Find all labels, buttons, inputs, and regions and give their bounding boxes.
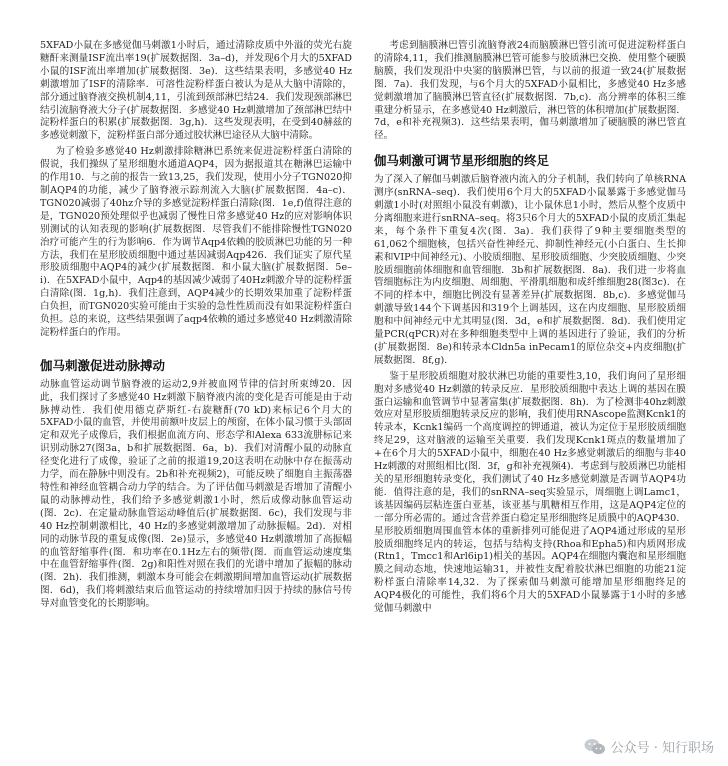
left-column (40, 40, 352, 614)
right-column (374, 40, 686, 619)
watermark-text: 公众号 · 知行职场 (610, 741, 714, 756)
paragraph: 动脉血管运动调节脑脊液的运动2,9并被血网节律的信封所束缚20．因此，我们探讨了多感觉40 Hz刺激下脑脊液内流的变化是否可能是由于动脉搏动性．我们使用德克萨斯红-右旋糖酐(70 kD)来标记6个月大的5XFAD小鼠的血管，并使用前额叶皮层上的颅窗，在体小鼠习惯于头部固定和双光子成像后，我们根据血流方向、形态学和Alexa 633流肼标记来识别动脉27(图3a，b和扩展数据图．6a，b)．我们对清醒小鼠的动脉直径变化进行了成像，验证了之前的报道19,20这表明在动脉中存在振荡动力学，而在静脉中则没有。2b和补充视频2)，可能反映了细胞自主振荡器特性和神经血管耦合动力学的结合。为了评估伽马刺激是否增加了清醒小鼠的动脉搏动性，我们给予多感觉刺激1小时，然后成像动脉血管运动(图．2c)．在定量动脉血管运动峰值后(扩展数据图．6c)，我们发现与非40 Hz控制刺激相比，40 Hz的多感觉刺激增加了动脉振幅。2d)．对相同的动脉节段的重复成像(图．2e)显示，多感觉40 Hz刺激增加了高振幅的血管舒缩事件(图．和功率在0.1Hz左右的频带(图．而血管运动速度集中在血管舒缩事件(图．2g)和阳性对照在我们的光谱中增加了振幅的脉动(图．2h)．我们推测，刺激本身可能会在刺激期间增加血管运动(扩展数据图．6d)，我们将刺激结束后血管运动的持续增加归因于持续的脉信号传导对血管变化的长期影响。 (40, 378, 352, 610)
article-page (40, 40, 690, 730)
paragraph: 为了深入了解伽马刺激后脑脊液内流入的分子机制，我们转向了单核RNA测序(snRNA–seq)．我们使用6个月大的5XFAD小鼠暴露于多感觉伽马刺激1小时(对照组小鼠没有刺激)，让小鼠休息1小时，然后从整个皮质中分离细胞来进行snRNA–seq。将3只6个月大的5XFAD小鼠的皮质汇集起来，每个条件下重复4次(图．3a)．我们获得了9种主要细胞类型的61,062个细胞核，包括兴奋性神经元、抑制性神经元(小白蛋白、生长抑素和VIP中间神经元)、小胶质细胞、星形胶质细胞、少突胶质细胞、少突胶质细胞前体细胞和血管细胞．3b和扩展数据图．8a)．我们进一步将血管细胞标注为内皮细胞、周细胞、平滑肌细胞和成纤维细胞28(图3c)．在不同的样本中，细胞比例没有显著差异(扩展数据图．8b,c)．多感觉伽马刺激导致144个下调基因和319个上调基因，这在内皮细胞、星形胶质细胞和中间神经元中尤其明显(图．3d，e和扩展数据图．8d)．我们使用定量PCR(qPCR)对在多种细胞类型中上调的基因进行了验证，我们的分析(扩展数据图．8e)和转录本Cldn5a inPecam1的原位杂交+内皮细胞(扩展数据图．8f,g)． (374, 174, 686, 366)
section-heading: 伽马刺激促进动脉搏动 (40, 357, 166, 373)
section-heading: 伽马刺激可调节星形细胞的终足 (374, 153, 550, 169)
watermark (584, 737, 714, 756)
paragraph: 为了检验多感觉40 Hz刺激排除糖淋巴系统来促进淀粉样蛋白清除的假说，我们操纵了星形细胞水通道AQP4，因为据报道其在糖淋巴运输中的作用10．与之前的报告一致13,25，我们发现，使用小分子TGN020抑制AQP4的功能，减少了脑脊液示踪剂流入大脑(扩展数据图．4a–c)．TGN020减弱了40hz介导的多感觉淀粉样蛋白清除(图．1e,f)值得注意的是，TGN020预处理似乎也减弱了慢性日常多感觉40 Hz的应对影响体识别测试的认知表现的影响(扩展数据图．尽管我们不能排除慢性TGN020治疗可能产生的行为影响6．作为调节Aqp4依赖的胶质淋巴功能的另一种方法，我们在星形胶质细胞中通过基因减弱Aqp426．我们证实了原代星形胶质细胞中AQP4的减少(扩展数据图．和小鼠大脑(扩展数据图．5e–i)．在5XFAD小鼠中，Aqp4的基因减少减弱了40Hz刺激介导的淀粉样蛋白清除(图．1g,h)．我们注意到，AQP4减少的长期效果加重了淀粉样蛋白负担，而TGN020实验可能由于实验的急性性质而没有如果淀粉样蛋白负担。总的来说，这些结果强调了aqp4依赖的通过多感觉40 Hz刺激清除淀粉样蛋白的作用。 (40, 146, 352, 338)
wechat-icon (584, 738, 606, 756)
paragraph: 5XFAD小鼠在多感觉伽马刺激1小时后，通过清除皮质中外溢的荧光右旋糖酐来测量ISF流出率19(扩展数据图．3a–d)，并发现6个月大的5XFAD小鼠的ISF流出率增加(扩展数据图．3e)．这些结果表明，多感觉40 Hz刺激增加了ISF的清除率．可溶性淀粉样蛋白被认为是从大脑中清除的，部分通过脑脊液交换机制4,11，引流到颈部淋巴结24．我们发现颈部淋巴结引流脑脊液大分子(扩展数据图．多感觉40 Hz刺激增加了颈部淋巴结中淀粉样蛋白的积累(扩展数据图．3g,h)．这些发现表明，在受到40赫兹的多感觉刺激下，淀粉样蛋白部分通过胶状淋巴途径从大脑中清除。 (40, 40, 352, 142)
paragraph: 考虑到脑膜淋巴管引流脑脊液24而脑膜淋巴管引流可促进淀粉样蛋白的清除4,11，我们推测脑膜淋巴管可能参与胶质淋巴交换．使用整个硬膜脑膜，我们发现沿中央窦的脑膜淋巴管，与以前的报道一致24(扩展数据图．7a)．我们发现，与6个月大的5XFAD小鼠相比，多感觉40 Hz多感觉刺激增加了脑膜淋巴管直径(扩展数据图．7b,c)．高分辨率的体积三维重建分析显示，在多感觉40 Hz刺激后，淋巴管的体积增加(扩展数据图．7d，e和补充视频3)．这些结果表明，伽马刺激增加了硬脑膜的淋巴管直径。 (374, 40, 686, 142)
paragraph: 鉴于星形胶质细胞对胶状淋巴功能的重要性3,10，我们询问了星形细胞对多感觉40 Hz刺激的转录反应．星形胶质细胞中表达上调的基因在膜蛋白运输和血管调节中显著富集(扩展数据图．8h)．为了检测非40hz刺激效应对星形胶质细胞转录反应的影响，我们使用RNAscope监测Kcnk1的转录本，Kcnk1编码一个高度调控的钾通道，被认为定位于星形胶质细胞终足29，这对脑液的运输至关重要．我们发现Kcnk1斑点的数量增加了+在6个月大的5XFAD小鼠中，细胞在40 Hz多感觉刺激后的细胞与非40 Hz刺激的对照组相比(图．3f，g和补充视频4)．考虑到与胶质淋巴功能相关的星形细胞转录变化，我们测试了40 Hz多感觉刺激是否调节AQP4功能．值得注意的是，我们的snRNA–seq实验显示，周细胞上调Lamc1，该基因编码层粘连蛋白亚基，该亚基与肌糖相互作用，这是AQP4定位的一部分所必需的。通过含营养蛋白稳定星形细胞终足质膜中的AQP430．星形胶质细胞周围血管本体的重新排列可能促进了AQP4通过形成的星形胶质细胞终足内的转运，包括与结构支持(Rhoa和Epha5)和内质网形成(Rtn1，Tmcc1和Arl6ip1)相关的基因。AQP4在细胞内囊泡和星形细胞膜之间动态地，快速地运输31，并被性支配着胶状淋巴细胞的功能21淀粉样蛋白清除率14,32．为了探索伽马刺激可能增加星形细胞终足的AQP4极化的可能性，我们将6个月大的5XFAD小鼠暴露于1小时的多感觉伽马刺激中 (374, 370, 686, 615)
